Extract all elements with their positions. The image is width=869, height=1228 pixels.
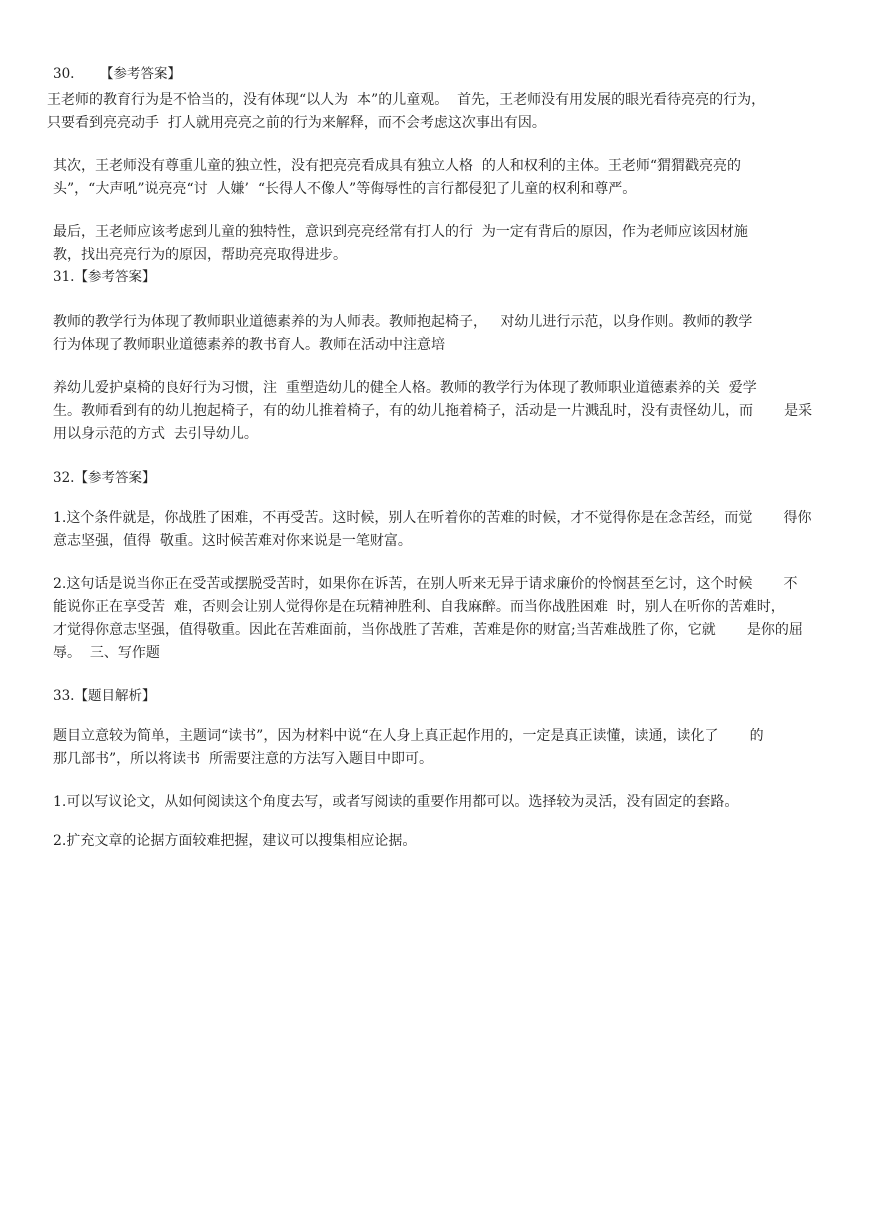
q31-heading: 31.【参考答案】 bbox=[53, 269, 156, 285]
q31-p2-line1: 养幼儿爱护桌椅的良好行为习惯，注 重塑造幼儿的健全人格。教师的教学行为体现了教师职业道德素养的关 爱学 bbox=[53, 380, 757, 396]
q33-heading: 33.【题目解析】 bbox=[53, 688, 156, 704]
q31-p1-line1: 教师的教学行为体现了教师职业道德素养的为人师表。教师抱起椅子， 对幼儿进行示范，以身作则。教师的教学 bbox=[53, 314, 753, 330]
q32-p1-line2: 意志坚强，值得 敬重。这时候苦难对你来说是一笔财富。 bbox=[53, 533, 412, 549]
q30-p1-line2: 只要看到亮亮动手 打人就用亮亮之前的行为来解释，而不会考虑这次事出有因。 bbox=[47, 115, 546, 131]
q31-p2-line3: 用以身示范的方式 去引导幼儿。 bbox=[53, 426, 258, 442]
q33-p1-line1: 题目立意较为简单，主题词“读书”，因为材料中说“在人身上真正起作用的，一定是真正读懂，读通，读化了 的 bbox=[53, 728, 764, 744]
q32-heading: 32.【参考答案】 bbox=[53, 470, 156, 486]
q32-p2-line3: 才觉得你意志坚强，值得敬重。因此在苦难面前，当你战胜了苦难，苦难是你的财富;当苦难战胜了你，它就 是你的屈 bbox=[53, 622, 803, 638]
q30-p3-line1: 最后，王老师应该考虑到儿童的独特性，意识到亮亮经常有打人的行 为一定有背后的原因，作为老师应该因材施 bbox=[53, 224, 748, 240]
q30-p3-line2: 教，找出亮亮行为的原因，帮助亮亮取得进步。 bbox=[53, 247, 347, 263]
q32-p1-line1: 1.这个条件就是，你战胜了困难，不再受苦。这时候，别人在听着你的苦难的时候，才不觉得你是在念苦经，而觉 得你 bbox=[53, 510, 812, 526]
q32-p2-line4: 辱。 三、写作题 bbox=[53, 645, 160, 661]
q32-p2-line2: 能说你正在享受苦 难，否则会让别人觉得你是在玩精神胜利、自我麻醉。而当你战胜困难 时，别人在听你的苦难时， bbox=[53, 599, 785, 615]
q33-p3: 2.扩充文章的论据方面较难把握，建议可以搜集相应论据。 bbox=[53, 833, 417, 849]
q33-p1-line2: 那几部书”，所以将读书 所需要注意的方法写入题目中即可。 bbox=[53, 751, 434, 767]
q31-p1-line2: 行为体现了教师职业道德素养的教书育人。教师在活动中注意培 bbox=[53, 337, 445, 353]
q31-p2-line2: 生。教师看到有的幼儿抱起椅子，有的幼儿推着椅子，有的幼儿拖着椅子，活动是一片溅乱时，没有责怪幼儿，而 是采 bbox=[53, 403, 813, 419]
q30-p2-line2: 头”，“大声吼”说亮亮“讨 人嫌’ “长得人不像人”等侮辱性的言行都侵犯了儿童的权利和尊严。 bbox=[53, 181, 637, 197]
q30-number: 30. bbox=[53, 66, 75, 82]
q30-p1-line1: 王老师的教育行为是不恰当的，没有体现“以人为 本”的儿童观。 首先，王老师没有用发展的眼光看待亮亮的行为， bbox=[47, 92, 766, 108]
q33-p2: 1.可以写议论文，从如何阅读这个角度去写，或者写阅读的重要作用都可以。选择较为灵活，没有固定的套路。 bbox=[53, 794, 739, 810]
q32-p2-line1: 2.这句话是说当你正在受苦或摆脱受苦时，如果你在诉苦，在别人听来无异于请求廉价的怜悯甚至乞讨，这个时候 不 bbox=[53, 576, 798, 592]
q30-heading: 【参考答案】 bbox=[100, 66, 181, 82]
q30-p2-line1: 其次，王老师没有尊重儿童的独立性，没有把亮亮看成具有独立人格 的人和权利的主体。王老师“猬猬戳亮亮的 bbox=[53, 158, 742, 174]
